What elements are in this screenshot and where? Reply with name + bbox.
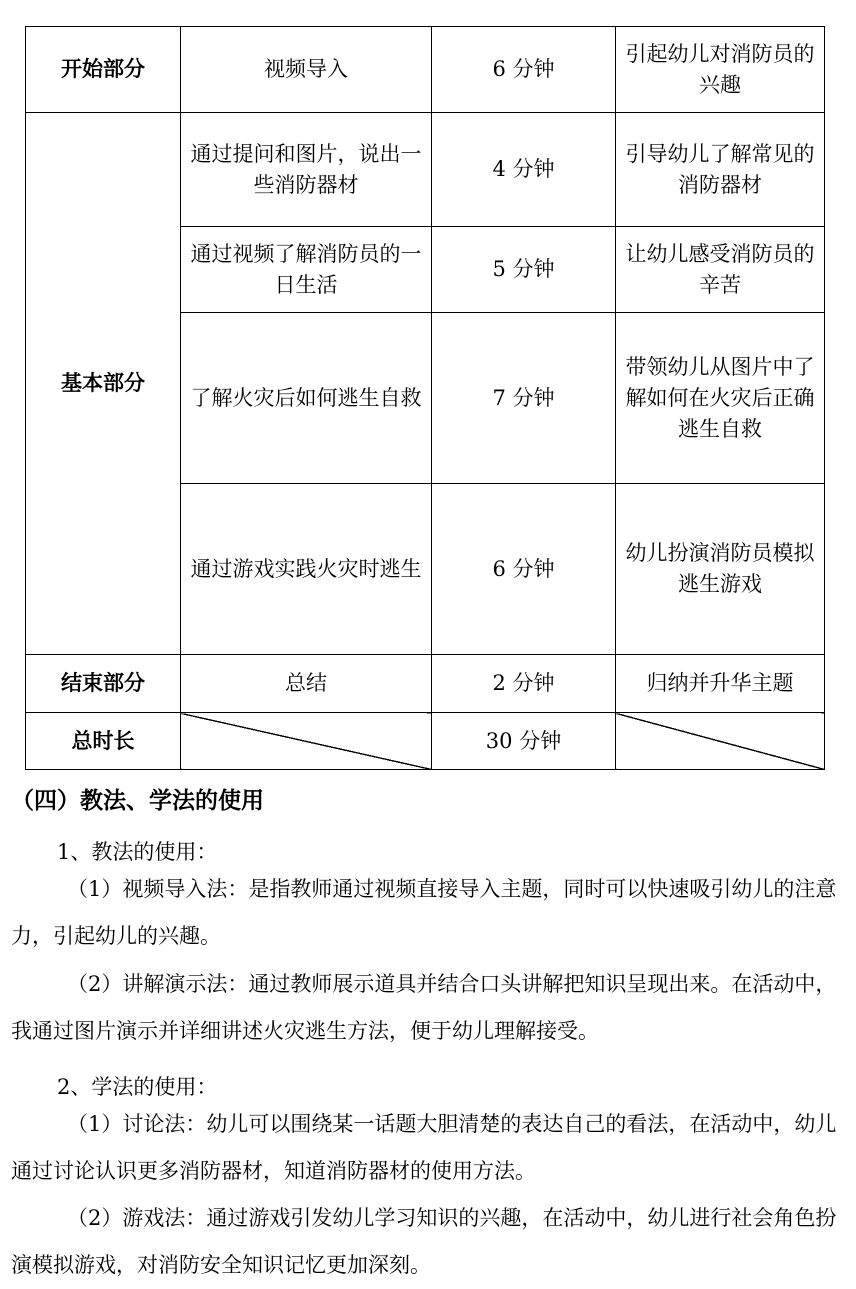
table-row-total (26, 713, 825, 770)
purpose-cell: 归纳并升华主题 (616, 655, 825, 713)
purpose-cell: 带领幼儿从图片中了解如何在火灾后正确逃生自救 (616, 313, 825, 484)
section-cell: 基本部分 (26, 113, 181, 655)
purpose-cell: 引导幼儿了解常见的消防器材 (616, 113, 825, 227)
table-row (26, 113, 825, 227)
total-label-cell: 总时长 (26, 713, 181, 770)
empty-diagonal-cell (616, 713, 825, 770)
content-cell: 通过游戏实践火灾时逃生 (181, 484, 432, 655)
table-row (26, 655, 825, 713)
learning-methods-title: 2、学法的使用： (57, 1075, 218, 1099)
table-row (26, 27, 825, 113)
content-cell: 总结 (181, 655, 432, 713)
time-cell: 5 分钟 (432, 227, 616, 313)
purpose-cell: 让幼儿感受消防员的辛苦 (616, 227, 825, 313)
section-heading: （四）教法、学法的使用 (11, 788, 264, 814)
total-time-cell: 30 分钟 (432, 713, 616, 770)
activity-flow-table (25, 26, 825, 770)
time-cell: 6 分钟 (432, 484, 616, 655)
teaching-method-1: （1）视频导入法：是指教师通过视频直接导入主题，同时可以快速吸引幼儿的注意力，引起幼儿的兴趣。 (11, 877, 837, 948)
section-cell: 开始部分 (26, 27, 181, 113)
time-cell: 4 分钟 (432, 113, 616, 227)
teaching-method-2: （2）讲解演示法：通过教师展示道具并结合口头讲解把知识呈现出来。在活动中，我通过图片演示并详细讲述火灾逃生方法，便于幼儿理解接受。 (11, 972, 837, 1043)
time-cell: 2 分钟 (432, 655, 616, 713)
time-cell: 7 分钟 (432, 313, 616, 484)
content-cell: 通过视频了解消防员的一日生活 (181, 227, 432, 313)
purpose-cell: 幼儿扮演消防员模拟逃生游戏 (616, 484, 825, 655)
time-cell: 6 分钟 (432, 27, 616, 113)
content-cell: 通过提问和图片，说出一些消防器材 (181, 113, 432, 227)
learning-method-1: （1）讨论法：幼儿可以围绕某一话题大胆清楚的表达自己的看法，在活动中，幼儿通过讨论认识更多消防器材，知道消防器材的使用方法。 (11, 1112, 837, 1183)
learning-method-2: （2）游戏法：通过游戏引发幼儿学习知识的兴趣，在活动中，幼儿进行社会角色扮演模拟游戏，对消防安全知识记忆更加深刻。 (11, 1206, 837, 1277)
content-cell: 了解火灾后如何逃生自救 (181, 313, 432, 484)
section-cell: 结束部分 (26, 655, 181, 713)
purpose-cell: 引起幼儿对消防员的兴趣 (616, 27, 825, 113)
content-cell: 视频导入 (181, 27, 432, 113)
empty-diagonal-cell (181, 713, 432, 770)
teaching-methods-title: 1、教法的使用： (57, 840, 218, 864)
